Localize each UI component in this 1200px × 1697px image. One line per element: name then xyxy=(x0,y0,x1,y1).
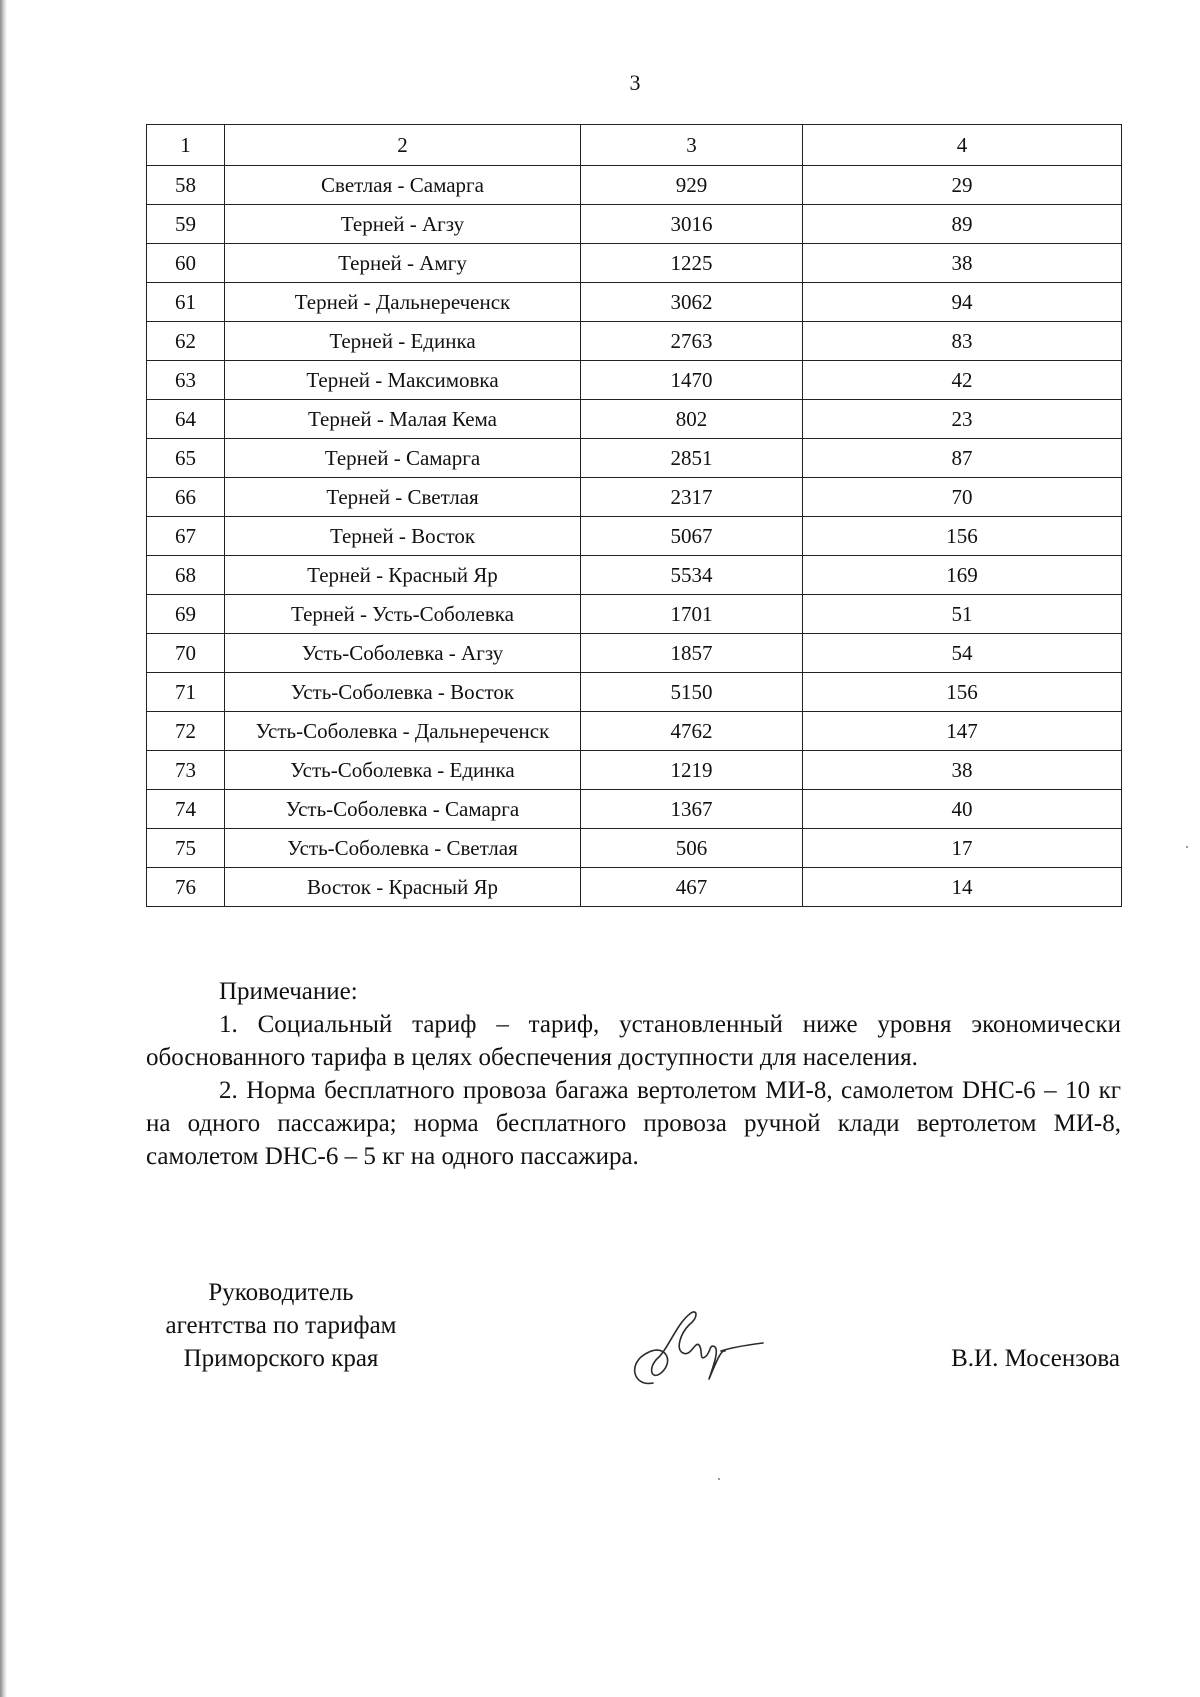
row-number-cell: 58 xyxy=(147,166,225,205)
table-row xyxy=(147,790,1122,829)
table-row xyxy=(147,751,1122,790)
value-cell: 506 xyxy=(581,829,803,868)
tariff-cell: 14 xyxy=(803,868,1122,907)
tariff-cell: 38 xyxy=(803,751,1122,790)
tariff-cell: 89 xyxy=(803,205,1122,244)
row-number-cell: 61 xyxy=(147,283,225,322)
value-cell: 3016 xyxy=(581,205,803,244)
route-cell: Терней - Восток xyxy=(225,517,581,556)
tariff-cell: 156 xyxy=(803,517,1122,556)
table-row xyxy=(147,712,1122,751)
header-cell: 2 xyxy=(225,125,581,166)
handwritten-signature xyxy=(625,1305,765,1395)
row-number-cell: 69 xyxy=(147,595,225,634)
table-row xyxy=(147,673,1122,712)
tariff-table xyxy=(146,124,1122,907)
table-row xyxy=(147,283,1122,322)
value-cell: 5067 xyxy=(581,517,803,556)
page-number: 3 xyxy=(629,70,641,95)
value-cell: 1367 xyxy=(581,790,803,829)
route-cell: Терней - Красный Яр xyxy=(225,556,581,595)
row-number-cell: 65 xyxy=(147,439,225,478)
route-cell: Восток - Красный Яр xyxy=(225,868,581,907)
row-number-cell: 63 xyxy=(147,361,225,400)
value-cell: 2851 xyxy=(581,439,803,478)
table-row xyxy=(147,244,1122,283)
tariff-table-body xyxy=(147,125,1122,907)
row-number-cell: 59 xyxy=(147,205,225,244)
value-cell: 1701 xyxy=(581,595,803,634)
row-number-cell: 68 xyxy=(147,556,225,595)
table-row xyxy=(147,868,1122,907)
route-cell: Терней - Самарга xyxy=(225,439,581,478)
route-cell: Терней - Агзу xyxy=(225,205,581,244)
route-cell: Терней - Максимовка xyxy=(225,361,581,400)
scan-speck xyxy=(718,1478,720,1480)
table-row xyxy=(147,205,1122,244)
table-row xyxy=(147,478,1122,517)
table-row xyxy=(147,322,1122,361)
tariff-cell: 23 xyxy=(803,400,1122,439)
value-cell: 929 xyxy=(581,166,803,205)
row-number-cell: 67 xyxy=(147,517,225,556)
route-cell: Терней - Амгу xyxy=(225,244,581,283)
route-cell: Усть-Соболевка - Восток xyxy=(225,673,581,712)
table-row xyxy=(147,361,1122,400)
table-row xyxy=(147,634,1122,673)
tariff-cell: 94 xyxy=(803,283,1122,322)
value-cell: 3062 xyxy=(581,283,803,322)
route-cell: Усть-Соболевка - Агзу xyxy=(225,634,581,673)
value-cell: 5150 xyxy=(581,673,803,712)
table-row xyxy=(147,556,1122,595)
row-number-cell: 70 xyxy=(147,634,225,673)
scan-speck xyxy=(1186,846,1188,848)
value-cell: 4762 xyxy=(581,712,803,751)
value-cell: 5534 xyxy=(581,556,803,595)
table-row xyxy=(147,166,1122,205)
row-number-cell: 72 xyxy=(147,712,225,751)
note-item: 2. Норма бесплатного провоза багажа вертолетом МИ-8, самолетом DHC-6 – 10 кг на одного пассажира; норма бесплатного провоза ручной клади вертолетом МИ-8, самолетом DHC-6 – 5 кг на одного пассажира. xyxy=(146,1077,1121,1170)
table-row xyxy=(147,829,1122,868)
header-cell: 1 xyxy=(147,125,225,166)
notes-title: Примечание: xyxy=(219,978,358,1005)
row-number-cell: 66 xyxy=(147,478,225,517)
route-cell: Усть-Соболевка - Самарга xyxy=(225,790,581,829)
route-cell: Усть-Соболевка - Дальнереченск xyxy=(225,712,581,751)
route-cell: Усть-Соболевка - Единка xyxy=(225,751,581,790)
signatory-position-line: Руководитель xyxy=(208,1279,354,1306)
row-number-cell: 62 xyxy=(147,322,225,361)
tariff-cell: 54 xyxy=(803,634,1122,673)
value-cell: 467 xyxy=(581,868,803,907)
tariff-cell: 87 xyxy=(803,439,1122,478)
tariff-cell: 42 xyxy=(803,361,1122,400)
table-row xyxy=(147,517,1122,556)
signatory-name: В.И. Мосензова xyxy=(951,1345,1120,1372)
table-row xyxy=(147,439,1122,478)
header-cell: 3 xyxy=(581,125,803,166)
value-cell: 1219 xyxy=(581,751,803,790)
route-cell: Светлая - Самарга xyxy=(225,166,581,205)
note-item: 1. Социальный тариф – тариф, установленный ниже уровня экономически обоснованного тарифа в целях обеспечения доступности для населения. xyxy=(146,1011,1121,1071)
tariff-cell: 156 xyxy=(803,673,1122,712)
tariff-cell: 17 xyxy=(803,829,1122,868)
tariff-cell: 147 xyxy=(803,712,1122,751)
value-cell: 1470 xyxy=(581,361,803,400)
route-cell: Терней - Светлая xyxy=(225,478,581,517)
route-cell: Терней - Единка xyxy=(225,322,581,361)
row-number-cell: 64 xyxy=(147,400,225,439)
tariff-cell: 40 xyxy=(803,790,1122,829)
row-number-cell: 74 xyxy=(147,790,225,829)
signatory-position-line: агентства по тарифам xyxy=(165,1312,397,1339)
table-row xyxy=(147,400,1122,439)
table-header-row xyxy=(147,125,1122,166)
row-number-cell: 75 xyxy=(147,829,225,868)
signatory-position-line: Приморского края xyxy=(183,1345,379,1372)
scan-edge xyxy=(0,0,7,1697)
row-number-cell: 76 xyxy=(147,868,225,907)
route-cell: Терней - Усть-Соболевка xyxy=(225,595,581,634)
tariff-cell: 83 xyxy=(803,322,1122,361)
value-cell: 1225 xyxy=(581,244,803,283)
tariff-cell: 38 xyxy=(803,244,1122,283)
notes-section xyxy=(146,975,1121,1173)
table-row xyxy=(147,595,1122,634)
value-cell: 2317 xyxy=(581,478,803,517)
row-number-cell: 60 xyxy=(147,244,225,283)
row-number-cell: 73 xyxy=(147,751,225,790)
route-cell: Усть-Соболевка - Светлая xyxy=(225,829,581,868)
signatory-position xyxy=(146,1276,416,1375)
tariff-cell: 70 xyxy=(803,478,1122,517)
tariff-cell: 29 xyxy=(803,166,1122,205)
tariff-cell: 169 xyxy=(803,556,1122,595)
tariff-cell: 51 xyxy=(803,595,1122,634)
header-cell: 4 xyxy=(803,125,1122,166)
route-cell: Терней - Дальнереченск xyxy=(225,283,581,322)
row-number-cell: 71 xyxy=(147,673,225,712)
route-cell: Терней - Малая Кема xyxy=(225,400,581,439)
value-cell: 2763 xyxy=(581,322,803,361)
value-cell: 1857 xyxy=(581,634,803,673)
value-cell: 802 xyxy=(581,400,803,439)
